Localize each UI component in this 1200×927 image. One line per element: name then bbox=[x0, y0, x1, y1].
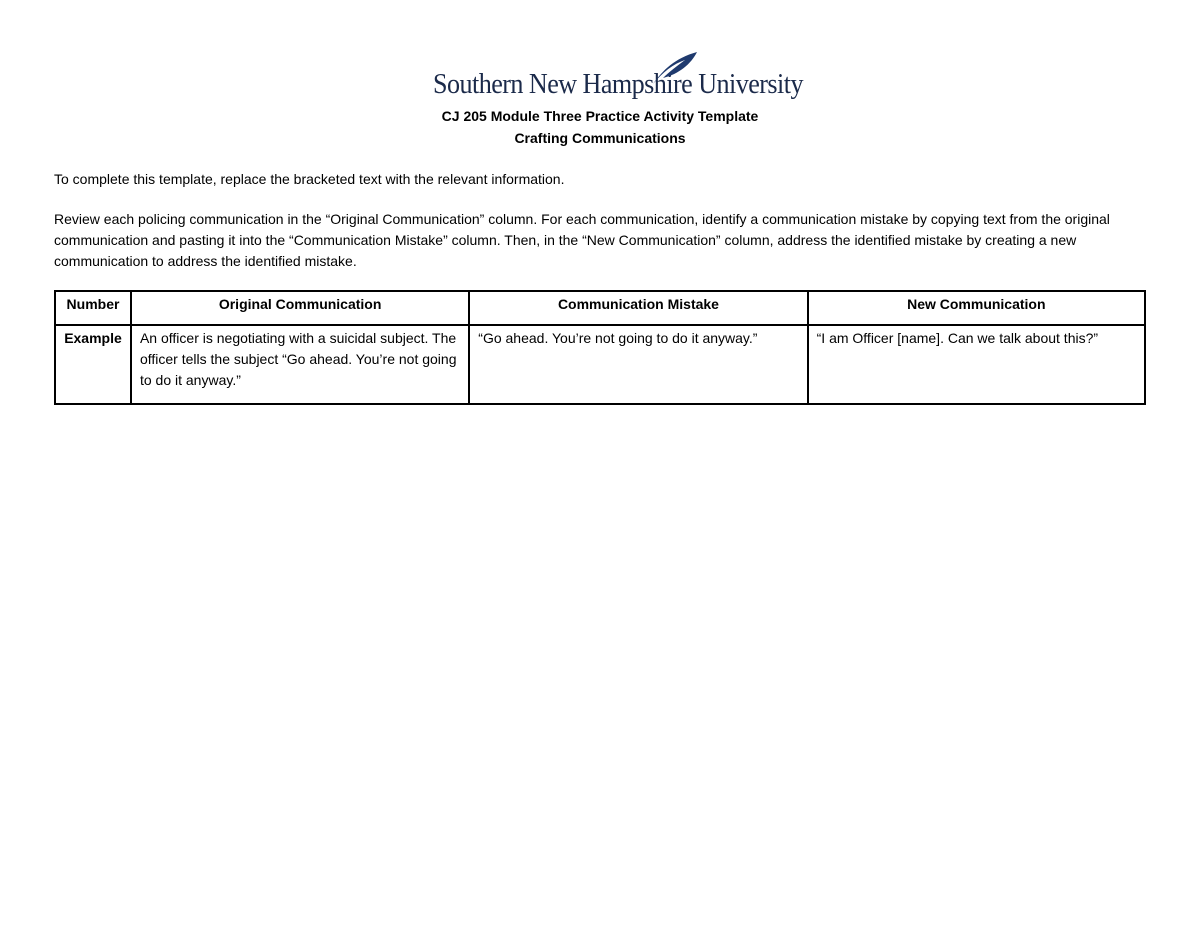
document-subtitle: Crafting Communications bbox=[514, 130, 686, 146]
university-logo bbox=[433, 50, 803, 104]
document-title: CJ 205 Module Three Practice Activity Template bbox=[441, 108, 759, 124]
table-header-row bbox=[55, 291, 1145, 325]
header-communication-mistake: Communication Mistake bbox=[469, 291, 807, 325]
intro-paragraph: To complete this template, replace the bracketed text with the relevant information. bbox=[54, 171, 565, 187]
cell-number[interactable]: Example bbox=[55, 325, 131, 404]
header-original-communication: Original Communication bbox=[131, 291, 469, 325]
cell-original-communication[interactable]: An officer is negotiating with a suicidal subject. The officer tells the subject “Go ahead. You’re not going to do it anyway.” bbox=[131, 325, 469, 404]
logo-wordmark: Southern New Hampshire University bbox=[433, 68, 803, 100]
table-row bbox=[55, 325, 1145, 404]
cell-new-communication[interactable]: “I am Officer [name]. Can we talk about this?” bbox=[808, 325, 1145, 404]
quill-leaf-icon bbox=[645, 50, 705, 86]
review-paragraph: Review each policing communication in the “Original Communication” column. For each communication, identify a communication mistake by copying text from the original communication and pasting it into the “Communication Mistake” column. Then, in the “New Communication” column, address the identified mistake by creating a new communication to address the identified mistake. bbox=[54, 211, 1110, 269]
header-number: Number bbox=[55, 291, 131, 325]
communications-table bbox=[54, 290, 1146, 405]
cell-communication-mistake[interactable]: “Go ahead. You’re not going to do it anyway.” bbox=[469, 325, 807, 404]
header-new-communication: New Communication bbox=[808, 291, 1145, 325]
